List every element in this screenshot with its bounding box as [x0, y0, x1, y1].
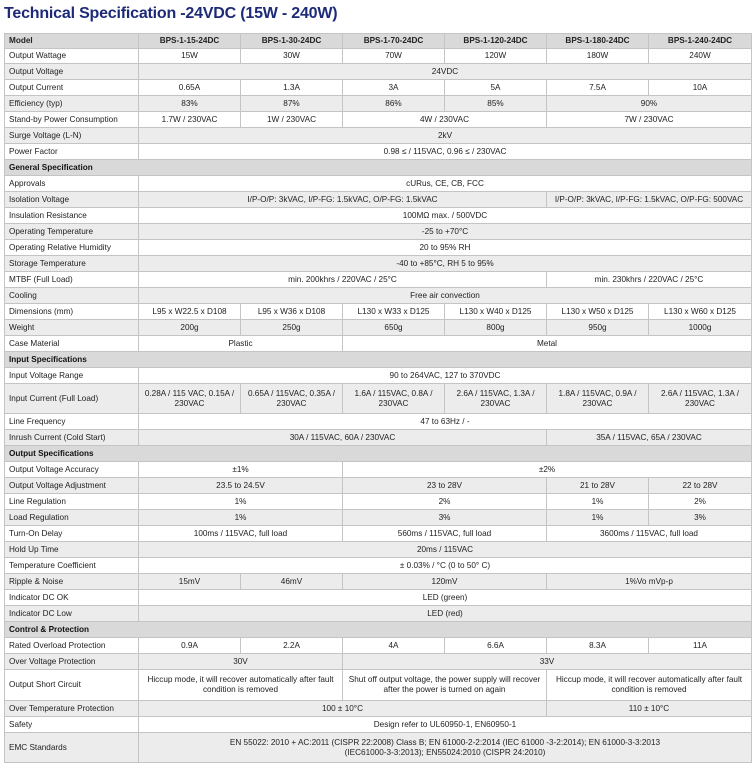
cell-value: 15W	[139, 49, 241, 64]
cell-value: 3%	[343, 510, 547, 526]
row-label: Output Voltage	[5, 64, 139, 80]
table-row	[5, 112, 752, 128]
table-row	[5, 717, 752, 733]
table-row	[5, 176, 752, 192]
cell-value: min. 230khrs / 220VAC / 25°C	[547, 272, 752, 288]
table-row	[5, 368, 752, 384]
cell-value: LED (green)	[139, 590, 752, 606]
cell-value: 3%	[649, 510, 752, 526]
table-row	[5, 558, 752, 574]
cell-value: L95 x W36 x D108	[241, 304, 343, 320]
cell-value: 23.5 to 24.5V	[139, 478, 343, 494]
table-row	[5, 64, 752, 80]
cell-value: 2.6A / 115VAC, 1.3A / 230VAC	[649, 384, 752, 414]
cell-value: 3600ms / 115VAC, full load	[547, 526, 752, 542]
cell-value: 30V	[139, 654, 343, 670]
table-row	[5, 701, 752, 717]
section-header	[5, 622, 752, 638]
cell-value: 0.65A / 115VAC, 0.35A / 230VAC	[241, 384, 343, 414]
cell-value: 46mV	[241, 574, 343, 590]
table-row	[5, 240, 752, 256]
table-row	[5, 272, 752, 288]
cell-value: 6.6A	[445, 638, 547, 654]
cell-value: 30W	[241, 49, 343, 64]
table-row	[5, 304, 752, 320]
row-label: Over Voltage Protection	[5, 654, 139, 670]
model-name: BPS-1-15-24DC	[139, 34, 241, 49]
row-label: Surge Voltage (L-N)	[5, 128, 139, 144]
row-label: Over Temperature Protection	[5, 701, 139, 717]
table-row	[5, 542, 752, 558]
table-row	[5, 320, 752, 336]
cell-value: Plastic	[139, 336, 343, 352]
table-row	[5, 670, 752, 701]
row-label: Output Wattage	[5, 49, 139, 64]
row-label: Inrush Current (Cold Start)	[5, 430, 139, 446]
model-name: BPS-1-240-24DC	[649, 34, 752, 49]
cell-value: -40 to +85°C, RH 5 to 95%	[139, 256, 752, 272]
cell-value: -25 to +70°C	[139, 224, 752, 240]
cell-value: 4W / 230VAC	[343, 112, 547, 128]
cell-value: 70W	[343, 49, 445, 64]
table-row	[5, 526, 752, 542]
cell-value: ±1%	[139, 462, 343, 478]
cell-value: 87%	[241, 96, 343, 112]
table-row	[5, 256, 752, 272]
cell-value: 2kV	[139, 128, 752, 144]
cell-value: 23 to 28V	[343, 478, 547, 494]
cell-value: 1.6A / 115VAC, 0.8A / 230VAC	[343, 384, 445, 414]
row-label: Line Regulation	[5, 494, 139, 510]
cell-value: 180W	[547, 49, 649, 64]
table-row	[5, 49, 752, 64]
table-row	[5, 638, 752, 654]
cell-value: 1%	[139, 494, 343, 510]
cell-value: 24VDC	[139, 64, 752, 80]
cell-value: 2.2A	[241, 638, 343, 654]
row-label: Input Voltage Range	[5, 368, 139, 384]
table-row	[5, 96, 752, 112]
cell-value: 7W / 230VAC	[547, 112, 752, 128]
table-row	[5, 192, 752, 208]
row-label: Output Current	[5, 80, 139, 96]
row-label: Ripple & Noise	[5, 574, 139, 590]
cell-value: 0.65A	[139, 80, 241, 96]
model-header-row	[5, 34, 752, 49]
cell-value: 1W / 230VAC	[241, 112, 343, 128]
cell-value: L130 x W50 x D125	[547, 304, 649, 320]
row-label: Storage Temperature	[5, 256, 139, 272]
model-name: BPS-1-30-24DC	[241, 34, 343, 49]
cell-value: 30A / 115VAC, 60A / 230VAC	[139, 430, 547, 446]
cell-value: min. 200khrs / 220VAC / 25°C	[139, 272, 547, 288]
table-row	[5, 654, 752, 670]
cell-value: 100 ± 10°C	[139, 701, 547, 717]
cell-value: 950g	[547, 320, 649, 336]
cell-value: 100MΩ max. / 500VDC	[139, 208, 752, 224]
cell-value: 650g	[343, 320, 445, 336]
table-row	[5, 336, 752, 352]
cell-value: 1%	[547, 510, 649, 526]
cell-value: Metal	[343, 336, 752, 352]
table-row	[5, 80, 752, 96]
model-name: BPS-1-180-24DC	[547, 34, 649, 49]
cell-value: 120mV	[343, 574, 547, 590]
row-label: Operating Relative Humidity	[5, 240, 139, 256]
table-row	[5, 462, 752, 478]
cell-value: 1%	[547, 494, 649, 510]
table-row	[5, 144, 752, 160]
cell-value: Design refer to UL60950-1, EN60950-1	[139, 717, 752, 733]
row-label: Input Current (Full Load)	[5, 384, 139, 414]
model-name: BPS-1-70-24DC	[343, 34, 445, 49]
cell-value: 10A	[649, 80, 752, 96]
table-row	[5, 430, 752, 446]
table-row	[5, 208, 752, 224]
row-label: Output Short Circuit	[5, 670, 139, 701]
table-row	[5, 384, 752, 414]
cell-value: 90 to 264VAC, 127 to 370VDC	[139, 368, 752, 384]
row-label: Power Factor	[5, 144, 139, 160]
section-title: Output Specifications	[5, 446, 752, 462]
table-row	[5, 224, 752, 240]
section-title: Input Specifications	[5, 352, 752, 368]
cell-value: 5A	[445, 80, 547, 96]
model-name: BPS-1-120-24DC	[445, 34, 547, 49]
row-label: Operating Temperature	[5, 224, 139, 240]
cell-value: 15mV	[139, 574, 241, 590]
cell-value: 35A / 115VAC, 65A / 230VAC	[547, 430, 752, 446]
cell-value: 1%Vo mVp-p	[547, 574, 752, 590]
cell-value: 85%	[445, 96, 547, 112]
cell-value: 83%	[139, 96, 241, 112]
cell-value: cURus, CE, CB, FCC	[139, 176, 752, 192]
page-title: Technical Specification -24VDC (15W - 240W)	[4, 5, 338, 22]
row-label: Load Regulation	[5, 510, 139, 526]
cell-value: I/P-O/P: 3kVAC, I/P-FG: 1.5kVAC, O/P-FG: 500VAC	[547, 192, 752, 208]
row-label: Efficiency (typ)	[5, 96, 139, 112]
row-label: Safety	[5, 717, 139, 733]
cell-value: 0.98 ≤ / 115VAC, 0.96 ≤ / 230VAC	[139, 144, 752, 160]
cell-value: 200g	[139, 320, 241, 336]
cell-value: 800g	[445, 320, 547, 336]
cell-value: 1.3A	[241, 80, 343, 96]
section-title: Control & Protection	[5, 622, 752, 638]
cell-value: L130 x W40 x D125	[445, 304, 547, 320]
row-label: Indicator DC OK	[5, 590, 139, 606]
row-label: Insulation Resistance	[5, 208, 139, 224]
cell-value: EN 55022: 2010 + AC:2011 (CISPR 22:2008) Class B; EN 61000-2-2:2014 (IEC 61000 -3-2:2014); EN 61000-3-3:2013 (IEC61000-3-3:2013); EN55024:2010 (CISPR 24:2010)	[139, 733, 752, 763]
cell-value: 20 to 95% RH	[139, 240, 752, 256]
section-header	[5, 352, 752, 368]
row-label: Stand-by Power Consumption	[5, 112, 139, 128]
table-row	[5, 574, 752, 590]
row-label: Model	[5, 34, 139, 49]
cell-value: 20ms / 115VAC	[139, 542, 752, 558]
cell-value: L130 x W60 x D125	[649, 304, 752, 320]
row-label: Case Material	[5, 336, 139, 352]
cell-value: 110 ± 10°C	[547, 701, 752, 717]
table-row	[5, 128, 752, 144]
cell-value: ± 0.03% / °C (0 to 50° C)	[139, 558, 752, 574]
cell-value: 4A	[343, 638, 445, 654]
section-header	[5, 160, 752, 176]
cell-value: 47 to 63Hz / -	[139, 414, 752, 430]
row-label: Isolation Voltage	[5, 192, 139, 208]
row-label: Output Voltage Accuracy	[5, 462, 139, 478]
cell-value: 560ms / 115VAC, full load	[343, 526, 547, 542]
row-label: EMC Standards	[5, 733, 139, 763]
table-row	[5, 494, 752, 510]
section-title: General Specification	[5, 160, 752, 176]
row-label: Line Frequency	[5, 414, 139, 430]
cell-value: L95 x W22.5 x D108	[139, 304, 241, 320]
cell-value: 22 to 28V	[649, 478, 752, 494]
table-row	[5, 606, 752, 622]
cell-value: 90%	[547, 96, 752, 112]
cell-value: 2%	[649, 494, 752, 510]
table-row	[5, 510, 752, 526]
section-header	[5, 446, 752, 462]
cell-value: 1000g	[649, 320, 752, 336]
cell-value: L130 x W33 x D125	[343, 304, 445, 320]
table-row	[5, 288, 752, 304]
cell-value: 21 to 28V	[547, 478, 649, 494]
cell-value: 2.6A / 115VAC, 1.3A / 230VAC	[445, 384, 547, 414]
cell-value: 120W	[445, 49, 547, 64]
cell-value: Hiccup mode, it will recover automatically after fault condition is removed	[139, 670, 343, 701]
row-label: Turn-On Delay	[5, 526, 139, 542]
table-row	[5, 590, 752, 606]
row-label: Hold Up Time	[5, 542, 139, 558]
row-label: Dimensions (mm)	[5, 304, 139, 320]
row-label: Rated Overload Protection	[5, 638, 139, 654]
row-label: Approvals	[5, 176, 139, 192]
row-label: Cooling	[5, 288, 139, 304]
cell-value: 240W	[649, 49, 752, 64]
table-row	[5, 478, 752, 494]
cell-value: Free air convection	[139, 288, 752, 304]
cell-value: 1.8A / 115VAC, 0.9A / 230VAC	[547, 384, 649, 414]
cell-value: ±2%	[343, 462, 752, 478]
row-label: MTBF (Full Load)	[5, 272, 139, 288]
cell-value: 0.28A / 115 VAC, 0.15A / 230VAC	[139, 384, 241, 414]
cell-value: 1%	[139, 510, 343, 526]
cell-value: I/P-O/P: 3kVAC, I/P-FG: 1.5kVAC, O/P-FG: 1.5kVAC	[139, 192, 547, 208]
cell-value: 3A	[343, 80, 445, 96]
cell-value: LED (red)	[139, 606, 752, 622]
cell-value: 86%	[343, 96, 445, 112]
spec-table	[4, 33, 752, 763]
table-row	[5, 733, 752, 763]
cell-value: 33V	[343, 654, 752, 670]
cell-value: Shut off output voltage, the power supply will recover after the power is turned on again	[343, 670, 547, 701]
table-row	[5, 414, 752, 430]
row-label: Temperature Coefficient	[5, 558, 139, 574]
cell-value: 2%	[343, 494, 547, 510]
cell-value: 1.7W / 230VAC	[139, 112, 241, 128]
cell-value: 8.3A	[547, 638, 649, 654]
cell-value: 0.9A	[139, 638, 241, 654]
cell-value: 100ms / 115VAC, full load	[139, 526, 343, 542]
cell-value: Hiccup mode, it will recover automatically after fault condition is removed	[547, 670, 752, 701]
cell-value: 11A	[649, 638, 752, 654]
cell-value: 7.5A	[547, 80, 649, 96]
row-label: Indicator DC Low	[5, 606, 139, 622]
row-label: Weight	[5, 320, 139, 336]
cell-value: 250g	[241, 320, 343, 336]
row-label: Output Voltage Adjustment	[5, 478, 139, 494]
